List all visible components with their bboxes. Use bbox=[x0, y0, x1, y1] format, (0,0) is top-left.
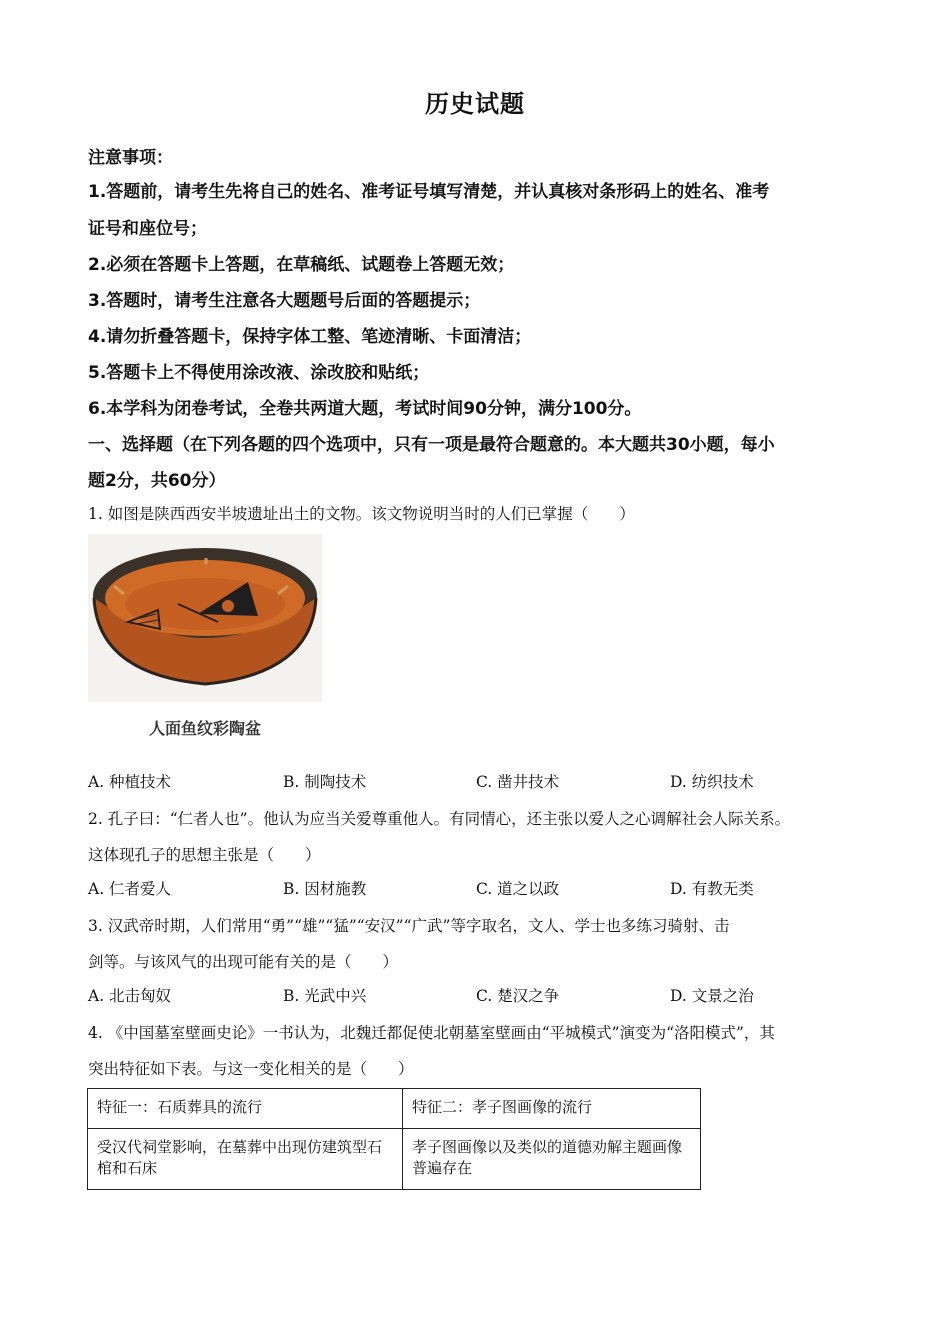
pottery-basin-illustration bbox=[88, 534, 322, 702]
option-c: C. 道之以政 bbox=[476, 880, 560, 898]
option-c: C. 楚汉之争 bbox=[476, 987, 560, 1005]
notice-item: 1.答题前，请考生先将自己的姓名、准考证号填写清楚，并认真核对条形码上的姓名、准考 bbox=[88, 182, 770, 202]
question-4-stem: 4. 《中国墓室壁画史论》一书认为，北魏迁都促使北朝墓室壁画由“平城模式”演变为“洛阳模式”，其 bbox=[88, 1024, 775, 1042]
question-2-stem-cont: 这体现孔子的思想主张是（ ） bbox=[88, 846, 321, 864]
question-2-stem: 2. 孔子曰：“仁者人也”。他认为应当关爱尊重他人。有同情心，还主张以爱人之心调解社会人际关系。 bbox=[88, 810, 791, 828]
option-d: D. 有教无类 bbox=[670, 880, 754, 898]
table-header-row bbox=[88, 1089, 701, 1129]
option-a: A. 种植技术 bbox=[88, 773, 172, 791]
section-heading-cont: 题2分，共60分） bbox=[88, 471, 226, 491]
question-3-options bbox=[88, 984, 868, 1006]
table-header-cell: 特征一：石质葬具的流行 bbox=[88, 1089, 403, 1129]
notice-item: 6.本学科为闭卷考试，全卷共两道大题，考试时间90分钟，满分100分。 bbox=[88, 399, 642, 419]
page-title: 历史试题 bbox=[425, 90, 525, 118]
question-3-stem-cont: 剑等。与该风气的出现可能有关的是（ ） bbox=[88, 953, 399, 971]
basin-interior-shade bbox=[125, 578, 285, 630]
painted-pottery-basin-image bbox=[88, 534, 322, 702]
image-caption: 人面鱼纹彩陶盆 bbox=[148, 719, 261, 738]
question-1-stem: 1. 如图是陕西西安半坡遗址出土的文物。该文物说明当时的人们已掌握（ ） bbox=[88, 505, 635, 523]
table-cell: 孝子图画像以及类似的道德劝解主题画像普遍存在 bbox=[403, 1129, 701, 1190]
option-b: B. 因材施教 bbox=[283, 880, 367, 898]
option-a: A. 仁者爱人 bbox=[88, 880, 172, 898]
features-table bbox=[87, 1088, 701, 1190]
option-d: D. 文景之治 bbox=[670, 987, 754, 1005]
notice-item: 4.请勿折叠答题卡，保持字体工整、笔迹清晰、卡面清洁； bbox=[88, 327, 532, 347]
table-cell: 受汉代祠堂影响，在墓葬中出现仿建筑型石棺和石床 bbox=[88, 1129, 403, 1190]
notice-item: 2.必须在答题卡上答题，在草稿纸、试题卷上答题无效； bbox=[88, 255, 515, 275]
question-3-stem: 3. 汉武帝时期，人们常用“勇”“雄”“猛”“安汉”“广武”等字取名，文人、学士也多练习骑射、击 bbox=[88, 917, 730, 935]
table-row bbox=[88, 1129, 701, 1190]
notice-item: 5.答题卡上不得使用涂改液、涂改胶和贴纸； bbox=[88, 363, 430, 383]
question-1-options bbox=[88, 770, 868, 792]
section-heading: 一、选择题（在下列各题的四个选项中，只有一项是最符合题意的。本大题共30小题，每小 bbox=[88, 435, 775, 455]
option-d: D. 纺织技术 bbox=[670, 773, 754, 791]
notice-item: 3.答题时，请考生注意各大题题号后面的答题提示； bbox=[88, 291, 481, 311]
option-c: C. 凿井技术 bbox=[476, 773, 560, 791]
notice-heading: 注意事项： bbox=[88, 148, 173, 168]
question-2-options bbox=[88, 877, 868, 899]
notice-item: 证号和座位号； bbox=[88, 219, 207, 239]
face-motif bbox=[221, 599, 235, 613]
option-b: B. 光武中兴 bbox=[283, 987, 367, 1005]
table-header-cell: 特征二：孝子图画像的流行 bbox=[403, 1089, 701, 1129]
option-b: B. 制陶技术 bbox=[283, 773, 367, 791]
question-4-stem-cont: 突出特征如下表。与这一变化相关的是（ ） bbox=[88, 1060, 414, 1078]
option-a: A. 北击匈奴 bbox=[88, 987, 172, 1005]
